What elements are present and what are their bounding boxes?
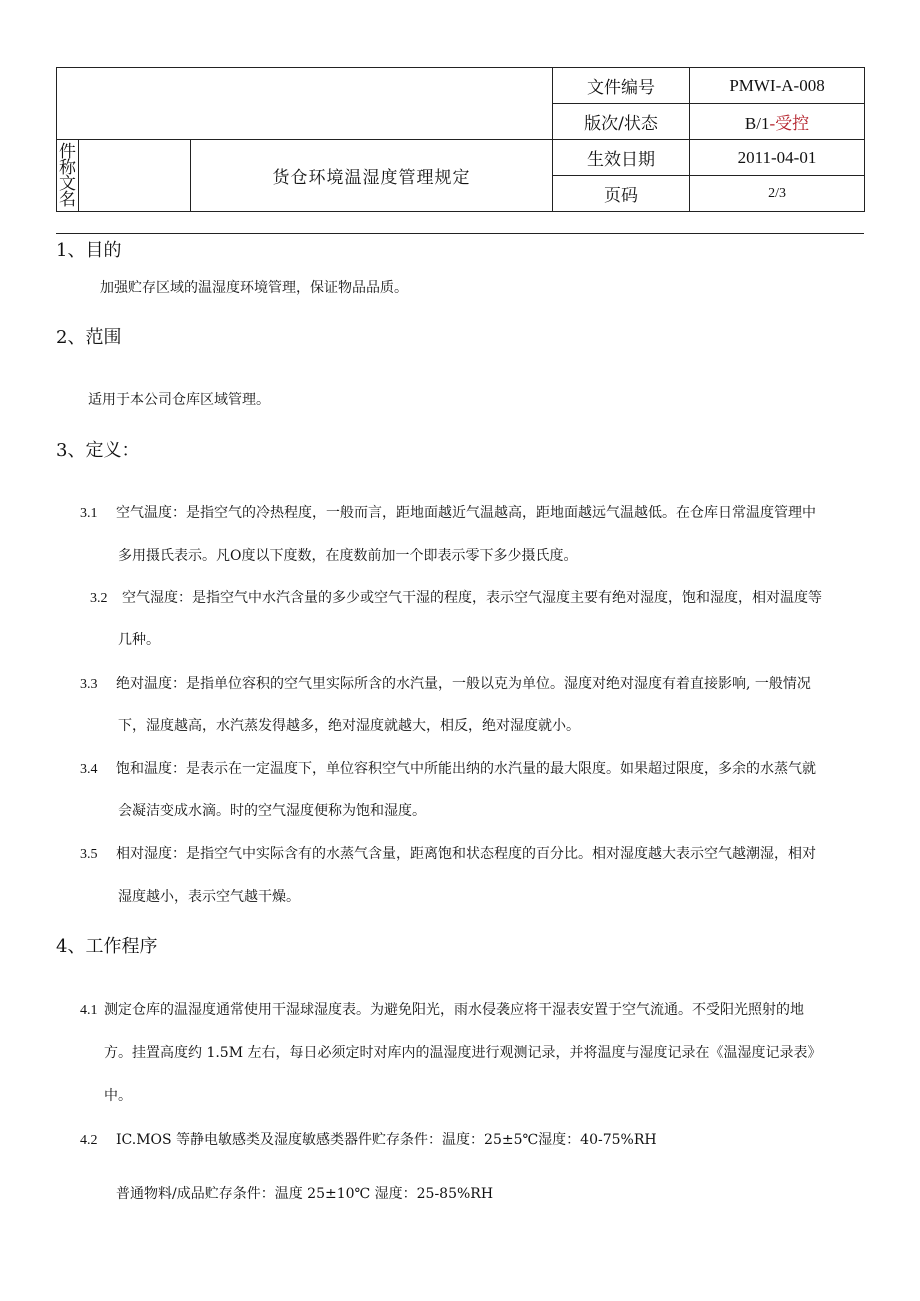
definition-line: 下，湿度越高，水汽蒸发得越多，绝对湿度就越大，相反，绝对湿度就小。 xyxy=(118,718,580,734)
definition-number: 3.5 xyxy=(80,847,98,862)
procedure-line: 测定仓库的温湿度通常使用干湿球湿度表。为避免阳光，雨水侵袭应将干湿表安置于空气流通。不受阳光照射的地 xyxy=(104,1002,804,1018)
file-number-value: PMWI-A-008 xyxy=(690,68,865,104)
version-value: B/1 xyxy=(744,114,770,133)
version-value-cell xyxy=(690,104,865,140)
section-2-text: 适用于本公司仓库区域管理。 xyxy=(88,392,270,408)
procedure-number: 4.2 xyxy=(80,1133,98,1148)
definition-line: 多用摄氏表示。凡O度以下度数，在度数前加一个即表示零下多少摄氏度。 xyxy=(118,548,578,564)
procedure-line: 中。 xyxy=(104,1088,132,1104)
definition-number: 3.3 xyxy=(80,677,98,692)
definition-line: 饱和温度：是表示在一定温度下，单位容积空气中所能出纳的水汽量的最大限度。如果超过限度，多余的水蒸气就 xyxy=(116,761,816,777)
section-3-heading: 3、定义： xyxy=(56,440,140,461)
section-2-heading: 2、范围 xyxy=(56,327,122,348)
header-blank-cell xyxy=(57,68,553,140)
section-1-heading: 1、目的 xyxy=(56,240,122,261)
definition-line: 空气温度：是指空气的冷热程度，一般而言，距地面越近气温越高，距地面越远气温越低。在仓库日常温度管理中 xyxy=(116,505,816,521)
document-title: 货仓环境温湿度管理规定 xyxy=(191,140,553,212)
header-rule xyxy=(56,233,864,234)
effective-date-value: 2011-04-01 xyxy=(690,140,865,176)
procedure-line: IC.MOS 等静电敏感类及湿度敏感类器件贮存条件：温度：25±5℃湿度：40-75%RH xyxy=(116,1132,657,1148)
definition-line: 会凝洁变成水滴。时的空气湿度便称为饱和湿度。 xyxy=(118,803,426,819)
definition-line: 几种。 xyxy=(118,632,160,648)
page-value: 2/3 xyxy=(690,176,865,212)
section-4-heading: 4、工作程序 xyxy=(56,936,158,957)
document-header-table xyxy=(56,67,865,212)
file-name-label: 件 称 文 名 xyxy=(57,140,79,212)
procedure-number: 4.1 xyxy=(80,1003,98,1018)
definition-line: 相对湿度：是指空气中实际含有的水蒸气含量，距离饱和状态程度的百分比。相对湿度越大表示空气越潮湿，相对 xyxy=(116,846,816,862)
definition-number: 3.4 xyxy=(80,762,98,777)
definition-line: 绝对温度：是指单位容积的空气里实际所含的水汽量，一般以克为单位。湿度对绝对湿度有着直接影响, 一般情况 xyxy=(116,676,811,692)
page-label: 页码 xyxy=(553,176,690,212)
definition-line: 湿度越小，表示空气越干燥。 xyxy=(118,889,300,905)
definition-number: 3.1 xyxy=(80,506,98,521)
definition-number: 3.2 xyxy=(90,591,108,606)
effective-date-label: 生效日期 xyxy=(553,140,690,176)
version-label: 版次/状态 xyxy=(553,104,690,140)
definition-line: 空气湿度：是指空气中水汽含量的多少或空气干湿的程度，表示空气湿度主要有绝对湿度，饱和湿度，相对温度等 xyxy=(122,590,822,606)
procedure-line: 方。挂置高度约 1.5M 左右，每日必须定时对库内的温湿度进行观测记录，并将温度与湿度记录在《温湿度记录表》 xyxy=(104,1045,822,1061)
section-1-text: 加强贮存区域的温湿度环境管理，保证物品品质。 xyxy=(100,280,408,296)
file-number-label: 文件编号 xyxy=(553,68,690,104)
file-name-blank-cell xyxy=(79,140,191,212)
procedure-line: 普通物料/成品贮存条件：温度 25±10℃ 湿度：25-85%RH xyxy=(116,1186,494,1202)
version-status: -受控 xyxy=(769,114,810,133)
